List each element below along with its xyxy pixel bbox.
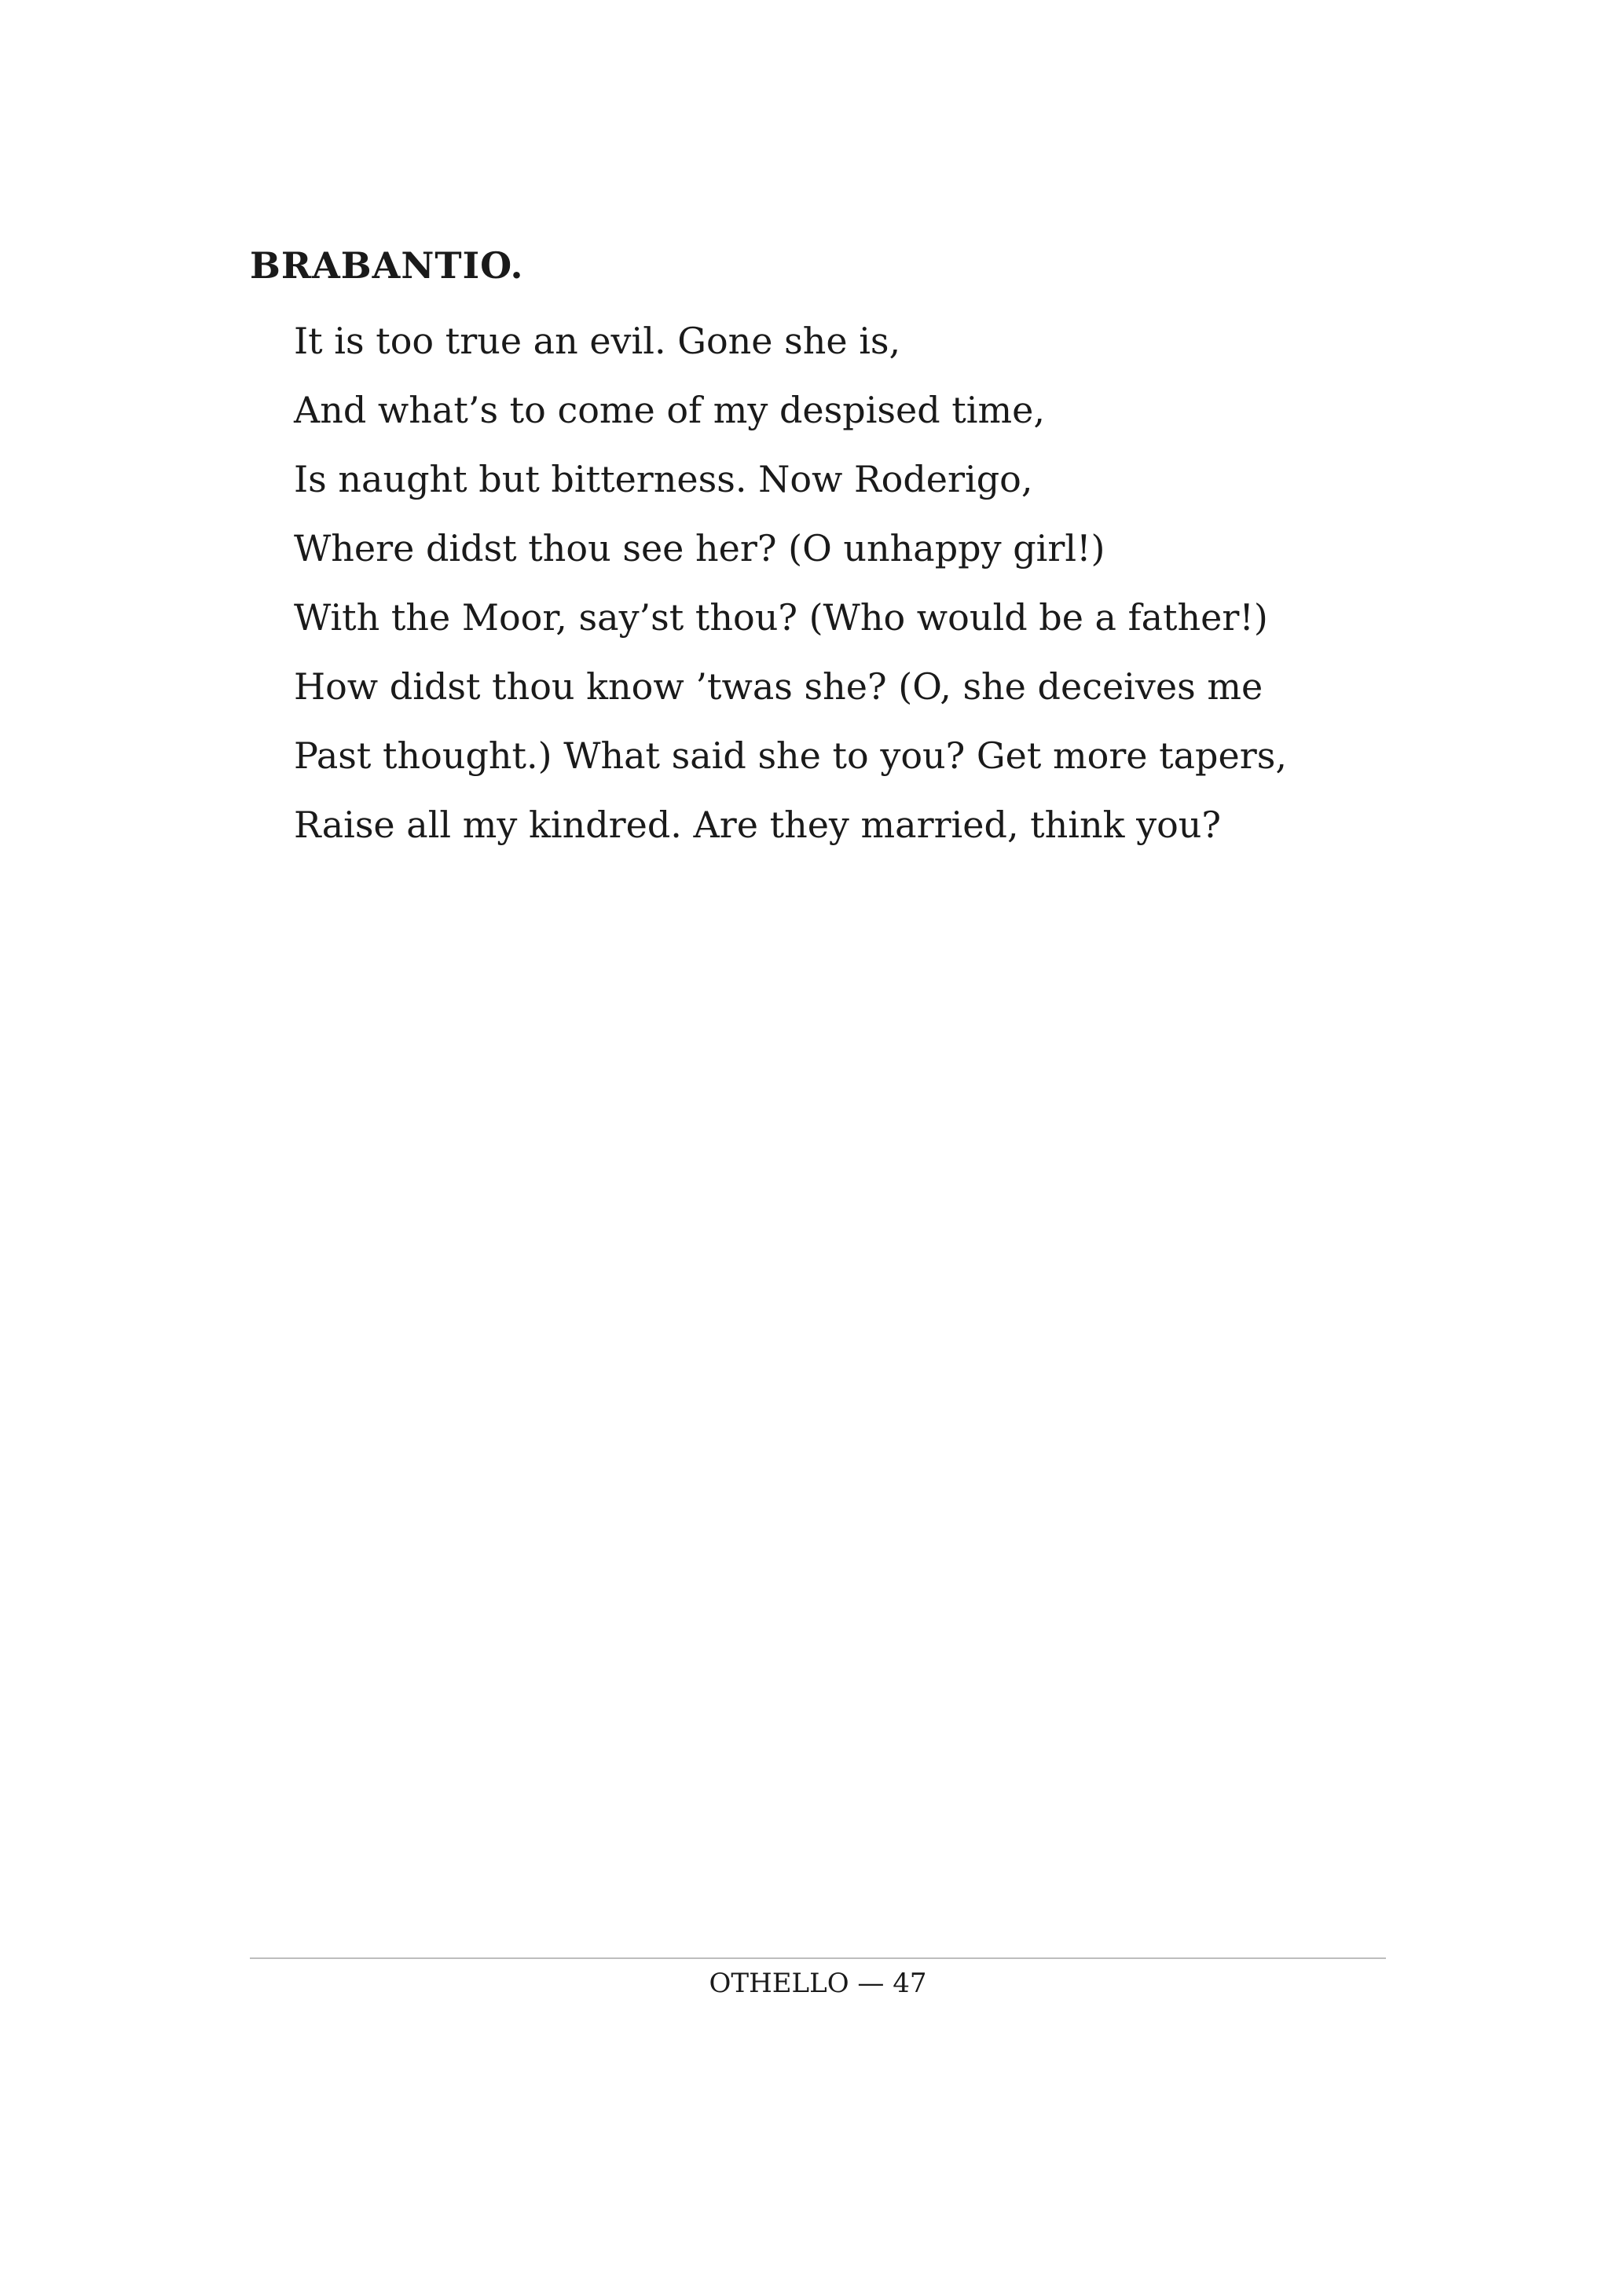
verse-line: Where didst thou see her? (O unhappy girl!) (294, 527, 1105, 569)
verse-line: And what’s to come of my despised time, (294, 389, 1045, 431)
verse-line: With the Moor, say’st thou? (Who would be a father!) (294, 596, 1268, 639)
speaker-name: BRABANTIO. (250, 244, 524, 287)
verse-line: It is too true an evil. Gone she is, (294, 320, 901, 362)
verse-line: How didst thou know ’twas she? (O, she deceives me (294, 665, 1263, 708)
verse-block (294, 306, 1287, 859)
verse-line: Is naught but bitterness. Now Roderigo, (294, 458, 1033, 500)
footer-divider (250, 1957, 1386, 1959)
verse-line: Past thought.) What said she to you? Get more tapers, (294, 734, 1287, 777)
verse-line: Raise all my kindred. Are they married, think you? (294, 804, 1222, 846)
page-footer: OTHELLO — 47 (709, 1968, 927, 1999)
